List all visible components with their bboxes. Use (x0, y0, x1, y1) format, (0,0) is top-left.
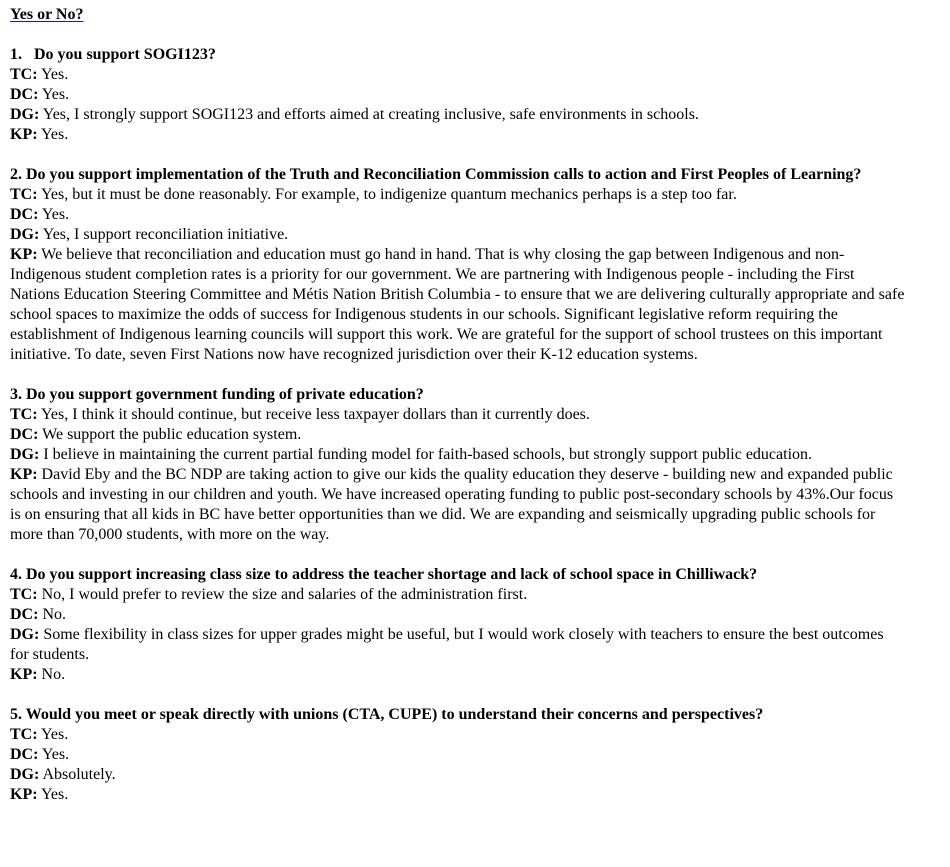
title-wrap (10, 5, 905, 25)
question-number: 3. (10, 386, 22, 403)
answer-text: Yes. (41, 746, 70, 763)
answer-text: Yes, I strongly support SOGI123 and efforts aimed at creating inclusive, safe environments in schools. (42, 106, 699, 123)
answer-speaker: KP: (10, 466, 38, 483)
answer-speaker: KP: (10, 126, 38, 143)
answer-dc (10, 425, 905, 445)
answer-speaker: DG: (10, 766, 40, 783)
question-text: Do you support SOGI123? (34, 46, 216, 63)
answer-kp (10, 785, 905, 805)
page-title: Yes or No? (10, 6, 84, 23)
answer-text: Yes. (40, 786, 69, 803)
question-number: 1. (10, 46, 22, 63)
answer-speaker: DG: (10, 226, 40, 243)
answer-speaker: TC: (10, 66, 38, 83)
answer-speaker: DC: (10, 86, 39, 103)
answer-tc (10, 725, 905, 745)
answer-text: Yes. (40, 126, 69, 143)
answer-speaker: TC: (10, 586, 38, 603)
answer-kp (10, 245, 905, 365)
answer-speaker: TC: (10, 726, 38, 743)
answer-text: No. (42, 606, 66, 623)
answer-dg (10, 765, 905, 785)
answer-kp (10, 465, 905, 545)
answer-speaker: TC: (10, 406, 38, 423)
answer-tc (10, 405, 905, 425)
answer-text: We support the public education system. (42, 426, 302, 443)
answer-text: I believe in maintaining the current partial funding model for faith-based schools, but strongly support public education. (43, 446, 813, 463)
question-number: 2. (10, 166, 22, 183)
answer-text: Yes. (41, 86, 70, 103)
question-number: 4. (10, 566, 22, 583)
answer-tc (10, 65, 905, 85)
answer-text: Yes. (40, 726, 69, 743)
question-heading (10, 565, 905, 585)
answer-text: We believe that reconciliation and education must go hand in hand. That is why closing the gap between Indigenous and non-Indigenous student completion rates is a priority for our government. We are partnering with Indigenous people - including the First Nations Education Steering Committee and Métis Nation British Columbia - to ensure that we are delivering culturally appropriate and safe school spaces to maximize the odds of success for Indigenous students in our schools. Significant legislative reform requiring the establishment of Indigenous learning councils will support this work. We are grateful for the support of school trustees on this important initiative. To date, seven First Nations now have recognized jurisdiction over their K-12 education systems. (10, 246, 905, 363)
answer-speaker: DC: (10, 206, 39, 223)
answer-dg (10, 105, 905, 125)
answer-tc (10, 585, 905, 605)
answer-tc (10, 185, 905, 205)
answer-speaker: DC: (10, 606, 39, 623)
question-text: Would you meet or speak directly with unions (CTA, CUPE) to understand their concerns and perspectives? (25, 706, 764, 723)
answer-kp (10, 125, 905, 145)
answer-speaker: DG: (10, 446, 40, 463)
question-block-3 (10, 385, 905, 545)
question-number: 5. (10, 706, 22, 723)
answer-speaker: DG: (10, 106, 40, 123)
question-heading (10, 705, 905, 725)
answer-text: David Eby and the BC NDP are taking action to give our kids the quality education they deserve - building new and expanded public schools and investing in our children and youth. We have increased operating funding to public post-secondary schools by 43%.Our focus is on ensuring that all kids in BC have better opportunities than we did. We are expanding and seismically upgrading public schools for more than 70,000 students, with more on the way. (10, 466, 894, 543)
answer-text: No. (41, 666, 66, 683)
answer-text: Yes, I think it should continue, but receive less taxpayer dollars than it currently does. (40, 406, 590, 423)
answer-text: Yes. (40, 66, 69, 83)
answer-speaker: TC: (10, 186, 38, 203)
answer-dc (10, 605, 905, 625)
answer-text: Yes, I support reconciliation initiative. (42, 226, 289, 243)
answer-dc (10, 205, 905, 225)
answer-speaker: KP: (10, 246, 38, 263)
question-heading (10, 165, 905, 185)
question-heading (10, 385, 905, 405)
answer-dc (10, 85, 905, 105)
answer-text: Some flexibility in class sizes for upper grades might be useful, but I would work closely with teachers to ensure the best outcomes for students. (10, 626, 884, 663)
question-block-5 (10, 705, 905, 805)
answer-dg (10, 225, 905, 245)
answer-dg (10, 625, 905, 665)
answer-speaker: DG: (10, 626, 40, 643)
question-heading (10, 45, 905, 65)
question-text: Do you support implementation of the Truth and Reconciliation Commission calls to action and First Peoples of Learning? (26, 166, 862, 183)
answer-speaker: KP: (10, 666, 38, 683)
answer-speaker: DC: (10, 746, 39, 763)
question-text: Do you support increasing class size to address the teacher shortage and lack of school space in Chilliwack? (26, 566, 758, 583)
answer-kp (10, 665, 905, 685)
question-block-1 (10, 45, 905, 145)
answer-speaker: KP: (10, 786, 38, 803)
answer-text: Absolutely. (42, 766, 116, 783)
question-block-2 (10, 165, 905, 365)
answer-dc (10, 745, 905, 765)
answer-text: Yes, but it must be done reasonably. For example, to indigenize quantum mechanics perhaps is a step too far. (40, 186, 737, 203)
question-block-4 (10, 565, 905, 685)
answer-dg (10, 445, 905, 465)
answer-text: No, I would prefer to review the size and salaries of the administration first. (41, 586, 528, 603)
answer-speaker: DC: (10, 426, 39, 443)
answer-text: Yes. (41, 206, 70, 223)
question-text: Do you support government funding of private education? (26, 386, 424, 403)
